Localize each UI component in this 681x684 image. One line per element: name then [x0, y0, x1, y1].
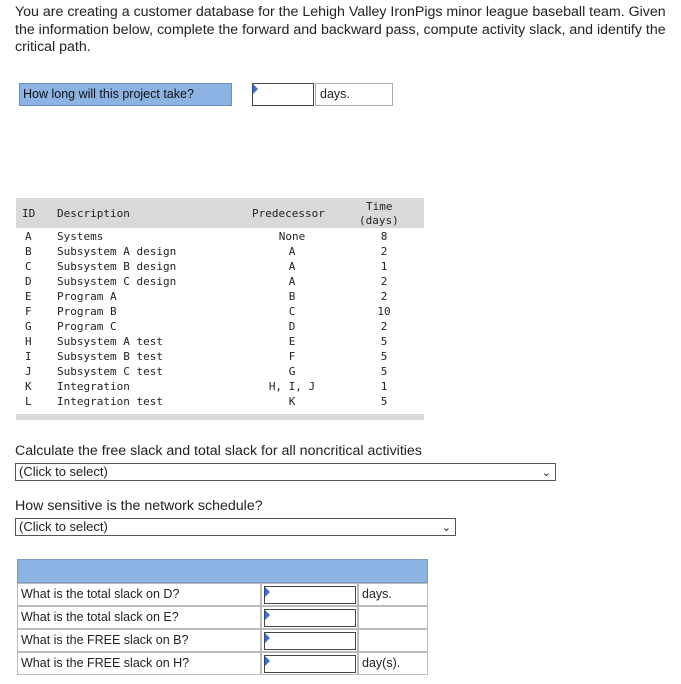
slack-answer-grid [17, 559, 428, 677]
table-row [16, 274, 424, 289]
grid-row [17, 583, 428, 606]
cell-id: J [25, 365, 32, 378]
table-footer [16, 414, 424, 420]
grid-question: What is the FREE slack on H? [17, 652, 261, 675]
cell-id: L [25, 395, 32, 408]
activity-table [16, 198, 424, 420]
grid-header [17, 559, 428, 583]
flag-icon [265, 587, 270, 597]
table-row [16, 319, 424, 334]
cell-time: 2 [380, 290, 388, 303]
cell-time: 5 [380, 365, 388, 378]
flag-icon [265, 610, 270, 620]
cell-time: 5 [380, 395, 388, 408]
sensitivity-question-label: How sensitive is the network schedule? [15, 498, 263, 514]
duration-unit: days. [315, 83, 393, 106]
flag-icon [253, 84, 258, 94]
cell-desc: Subsystem C design [57, 275, 177, 288]
header-time: Time [366, 200, 393, 213]
cell-time: 2 [380, 245, 388, 258]
cell-time: 8 [380, 230, 388, 243]
cell-time: 2 [380, 320, 388, 333]
cell-id: H [25, 335, 32, 348]
cell-id: C [25, 260, 32, 273]
table-row [16, 334, 424, 349]
cell-pred: G [288, 365, 296, 378]
table-row [16, 364, 424, 379]
slack-input[interactable] [264, 632, 356, 650]
cell-pred: A [288, 245, 296, 258]
cell-pred: B [288, 290, 296, 303]
duration-input[interactable] [252, 83, 314, 106]
table-row [16, 289, 424, 304]
cell-time: 1 [380, 260, 388, 273]
cell-id: B [25, 245, 32, 258]
table-row [16, 304, 424, 319]
cell-id: K [25, 380, 32, 393]
cell-desc: Subsystem B test [57, 350, 163, 363]
flag-icon [265, 656, 270, 666]
cell-pred: F [288, 350, 296, 363]
cell-pred: None [278, 230, 306, 243]
sensitivity-select[interactable] [15, 518, 456, 536]
chevron-down-icon: ⌄ [541, 467, 551, 479]
cell-desc: Program C [57, 320, 117, 333]
cell-time: 5 [380, 335, 388, 348]
cell-time: 1 [380, 380, 388, 393]
grid-input-cell [261, 652, 358, 675]
slack-input[interactable] [264, 655, 356, 673]
cell-desc: Subsystem A test [57, 335, 163, 348]
cell-id: E [25, 290, 32, 303]
sensitivity-select-value: (Click to select) [19, 519, 108, 534]
grid-row [17, 629, 428, 652]
cell-time: 10 [377, 305, 391, 318]
grid-input-cell [261, 606, 358, 629]
grid-unit [358, 629, 428, 652]
cell-desc: Subsystem B design [57, 260, 177, 273]
flag-icon [265, 633, 270, 643]
cell-pred: D [288, 320, 296, 333]
grid-row [17, 606, 428, 629]
grid-row [17, 652, 428, 675]
duration-question-label: How long will this project take? [19, 83, 232, 106]
duration-question [19, 83, 374, 106]
cell-pred: H, I, J [268, 380, 316, 393]
table-row [16, 244, 424, 259]
cell-desc: Subsystem C test [57, 365, 163, 378]
cell-desc: Systems [57, 230, 104, 243]
cell-pred: C [288, 305, 296, 318]
header-days: (days) [359, 214, 399, 227]
slack-select-value: (Click to select) [19, 464, 108, 479]
grid-unit [358, 606, 428, 629]
header-id: ID [22, 207, 36, 220]
grid-unit: days. [358, 583, 428, 606]
intro-text: You are creating a customer database for the Lehigh Valley IronPigs minor league baseball team. Given the information below, complete the forward and backward pass, compute activity slack, and identify the critical path. [15, 4, 666, 55]
grid-question: What is the total slack on D? [17, 583, 261, 606]
grid-input-cell [261, 583, 358, 606]
cell-desc: Integration [57, 380, 130, 393]
cell-desc: Subsystem A design [57, 245, 177, 258]
cell-desc: Program A [57, 290, 117, 303]
chevron-down-icon: ⌄ [441, 522, 451, 534]
cell-desc: Program B [57, 305, 117, 318]
slack-question-label: Calculate the free slack and total slack for all noncritical activities [15, 443, 422, 459]
grid-question: What is the FREE slack on B? [17, 629, 261, 652]
cell-time: 5 [380, 350, 388, 363]
table-row [16, 229, 424, 244]
cell-desc: Integration test [57, 395, 163, 408]
table-row [16, 394, 424, 409]
table-row [16, 379, 424, 394]
slack-input[interactable] [264, 609, 356, 627]
grid-input-cell [261, 629, 358, 652]
cell-id: I [25, 350, 32, 363]
cell-id: D [25, 275, 32, 288]
cell-id: F [25, 305, 32, 318]
cell-pred: A [288, 260, 296, 273]
cell-time: 2 [380, 275, 388, 288]
cell-pred: K [288, 395, 296, 408]
cell-pred: E [288, 335, 296, 348]
table-row [16, 349, 424, 364]
cell-id: A [25, 230, 32, 243]
table-row [16, 259, 424, 274]
header-description: Description [57, 207, 130, 220]
header-predecessor: Predecessor [252, 207, 325, 220]
cell-id: G [25, 320, 32, 333]
slack-input[interactable] [264, 586, 356, 604]
slack-select[interactable] [15, 463, 556, 481]
grid-unit: day(s). [358, 652, 428, 675]
grid-question: What is the total slack on E? [17, 606, 261, 629]
cell-pred: A [288, 275, 296, 288]
